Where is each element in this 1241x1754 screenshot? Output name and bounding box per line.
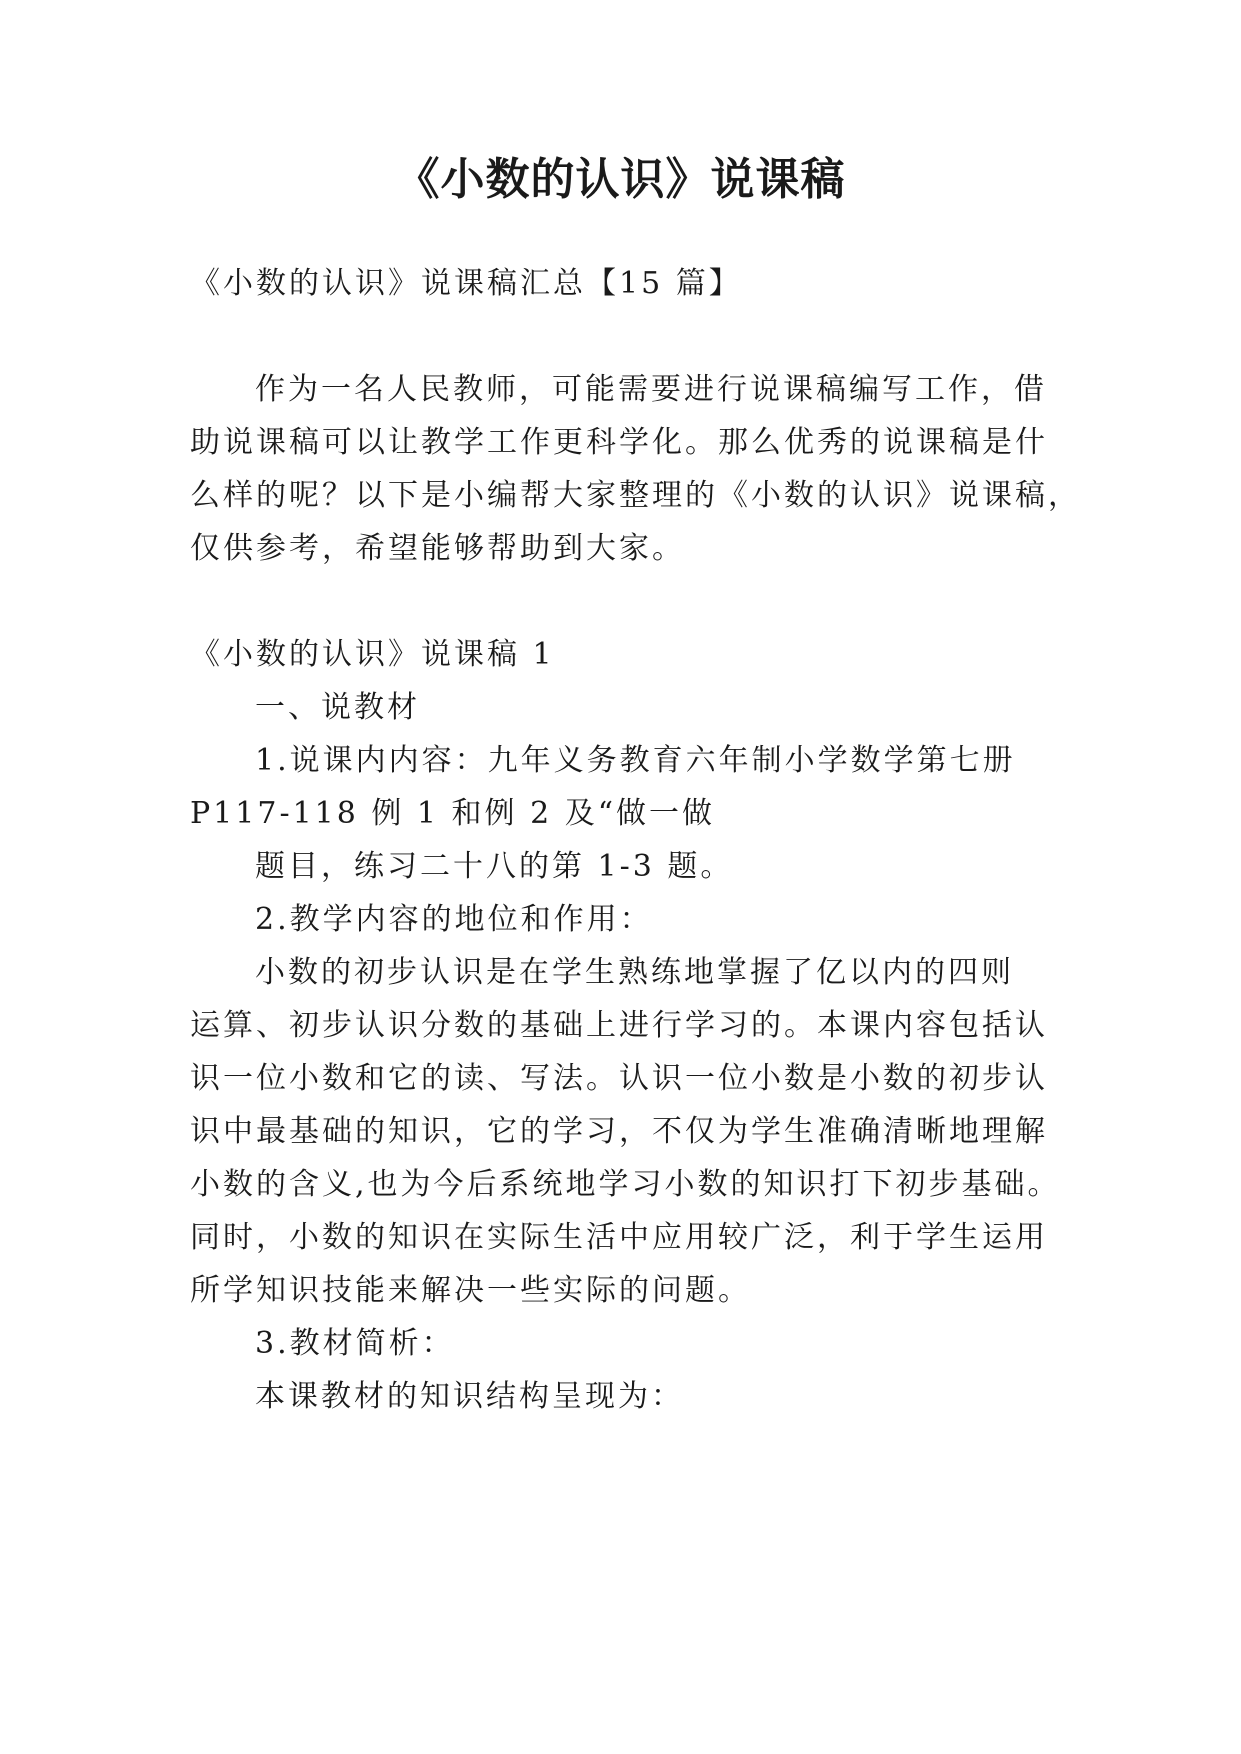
intro-line: 助说课稿可以让教学工作更科学化。那么优秀的说课稿是什 xyxy=(190,425,1048,460)
document-subtitle: 《小数的认识》说课稿汇总【15 篇】 xyxy=(190,266,742,301)
para-3: 本课教材的知识结构呈现为： xyxy=(255,1379,684,1414)
para-2-line: 所学知识技能来解决一些实际的问题。 xyxy=(190,1273,751,1308)
intro-line: 么样的呢？以下是小编帮大家整理的《小数的认识》说课稿， xyxy=(190,478,1081,513)
intro-line: 作为一名人民教师，可能需要进行说课稿编写工作，借 xyxy=(255,372,1047,407)
item-2: 2.教学内容的地位和作用： xyxy=(255,902,653,937)
item-1-line: 1.说课内内容：九年义务教育六年制小学数学第七册 xyxy=(255,743,1016,778)
section-heading: 《小数的认识》说课稿 1 xyxy=(190,637,555,672)
para-2-line: 小数的初步认识是在学生熟练地掌握了亿以内的四则 xyxy=(255,955,1014,990)
document-title: 《小数的认识》说课稿 xyxy=(395,154,846,205)
item-1-line: 题目，练习二十八的第 1-3 题。 xyxy=(255,849,734,884)
para-2-line: 小数的含义,也为今后系统地学习小数的知识打下初步基础。 xyxy=(190,1167,1061,1202)
item-1-line: P117-118 例 1 和例 2 及“做一做 xyxy=(190,796,716,831)
item-3: 3.教材简析： xyxy=(255,1326,455,1361)
para-2-line: 同时，小数的知识在实际生活中应用较广泛，利于学生运用 xyxy=(190,1220,1048,1255)
para-2-line: 运算、初步认识分数的基础上进行学习的。本课内容包括认 xyxy=(190,1008,1048,1043)
intro-line: 仅供参考，希望能够帮助到大家。 xyxy=(190,531,685,566)
para-2-line: 识中最基础的知识，它的学习，不仅为学生准确清晰地理解 xyxy=(190,1114,1048,1149)
para-2-line: 识一位小数和它的读、写法。认识一位小数是小数的初步认 xyxy=(190,1061,1048,1096)
heading-1: 一、说教材 xyxy=(255,690,420,725)
